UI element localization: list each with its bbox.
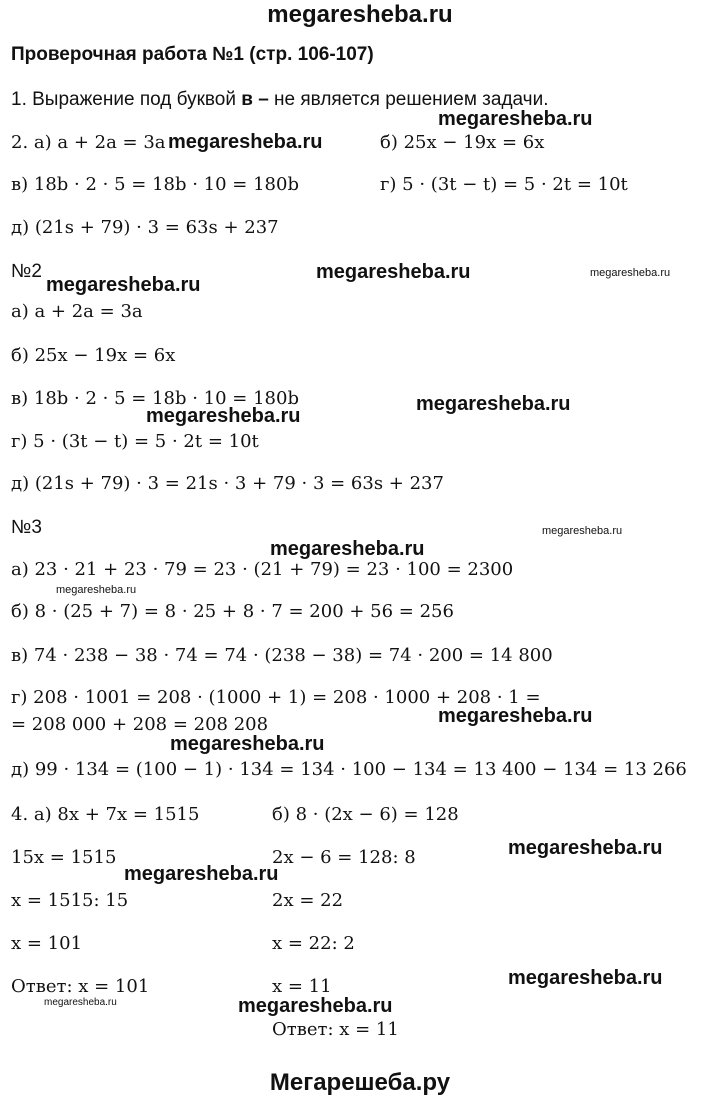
task4-b-line: б) 8 · (2x − 6) = 128: [272, 804, 459, 825]
task3-g1: г) 208 · 1001 = 208 · (1000 + 1) = 208 · 1000 + 208 · 1 =: [11, 687, 541, 708]
watermark: megaresheba.ru: [124, 863, 279, 885]
task4-b-line: x = 11: [272, 976, 332, 997]
watermark: megaresheba.ru: [170, 733, 325, 755]
watermark: megaresheba.ru: [508, 837, 663, 859]
task2-v: в) 18b · 2 · 5 = 18b · 10 = 180b: [11, 388, 299, 409]
watermark: megaresheba.ru: [146, 405, 301, 427]
task4-a-line: 4. а) 8x + 7x = 1515: [11, 804, 200, 825]
task2-heading: №2: [11, 261, 42, 282]
task2top-g: г) 5 · (3t − t) = 5 · 2t = 10t: [380, 174, 628, 195]
task2-g: г) 5 · (3t − t) = 5 · 2t = 10t: [11, 431, 259, 452]
watermark: megaresheba.ru: [44, 997, 117, 1008]
task3-a: а) 23 · 21 + 23 · 79 = 23 · (21 + 79) = 23 · 100 = 2300: [11, 559, 514, 580]
task2top-v: в) 18b · 2 · 5 = 18b · 10 = 180b: [11, 174, 299, 195]
task3-d: д) 99 · 134 = (100 − 1) · 134 = 134 · 100 − 134 = 13 400 − 134 = 13 266: [11, 759, 687, 780]
watermark: megaresheba.ru: [590, 267, 671, 279]
task1-suffix: не является решением задачи.: [268, 89, 549, 110]
watermark: megaresheba.ru: [270, 538, 425, 560]
task3-b: б) 8 · (25 + 7) = 8 · 25 + 8 · 7 = 200 + 56 = 256: [11, 601, 454, 622]
watermark: megaresheba.ru: [56, 584, 137, 596]
site-footer[interactable]: Мегарешеба.ру: [269, 1069, 451, 1096]
task2-d: д) (21s + 79) · 3 = 21s · 3 + 79 · 3 = 63s + 237: [11, 473, 444, 494]
task2top-b: б) 25x − 19x = 6x: [380, 132, 545, 153]
task3-heading: №3: [11, 517, 42, 538]
task4-b-line: x = 22: 2: [272, 933, 355, 954]
task2-a: а) a + 2a = 3a: [11, 301, 143, 322]
site-header[interactable]: megaresheba.ru: [267, 1, 453, 28]
watermark: megaresheba.ru: [416, 393, 571, 415]
task3-v: в) 74 · 238 − 38 · 74 = 74 · (238 − 38) = 74 · 200 = 14 800: [11, 645, 553, 666]
watermark: megaresheba.ru: [508, 967, 663, 989]
task4-a-line: 15x = 1515: [11, 847, 117, 868]
task1-prefix: 1. Выражение под буквой: [11, 89, 242, 110]
task2-b: б) 25x − 19x = 6x: [11, 345, 176, 366]
page-title: Проверочная работа №1 (стр. 106-107): [11, 44, 374, 65]
watermark: megaresheba.ru: [316, 261, 471, 283]
watermark: megaresheba.ru: [238, 995, 393, 1017]
watermark: megaresheba.ru: [438, 108, 593, 130]
task4-b-answer: Ответ: x = 11: [272, 1019, 399, 1040]
task3-g2: = 208 000 + 208 = 208 208: [11, 714, 269, 735]
task4-a-line: x = 1515: 15: [11, 890, 129, 911]
watermark: megaresheba.ru: [438, 705, 593, 727]
watermark: megaresheba.ru: [542, 525, 623, 537]
task2top-d: д) (21s + 79) · 3 = 63s + 237: [11, 217, 279, 238]
watermark: megaresheba.ru: [168, 131, 323, 153]
task2top-a: 2. а) a + 2a = 3a: [11, 132, 166, 153]
task1-letter: в –: [241, 89, 269, 110]
watermark: megaresheba.ru: [46, 274, 201, 296]
task4-a-line: x = 101: [11, 933, 83, 954]
task4-a-answer: Ответ: x = 101: [11, 976, 150, 997]
task4-b-line: 2x = 22: [272, 890, 344, 911]
task4-b-line: 2x − 6 = 128: 8: [272, 847, 416, 868]
